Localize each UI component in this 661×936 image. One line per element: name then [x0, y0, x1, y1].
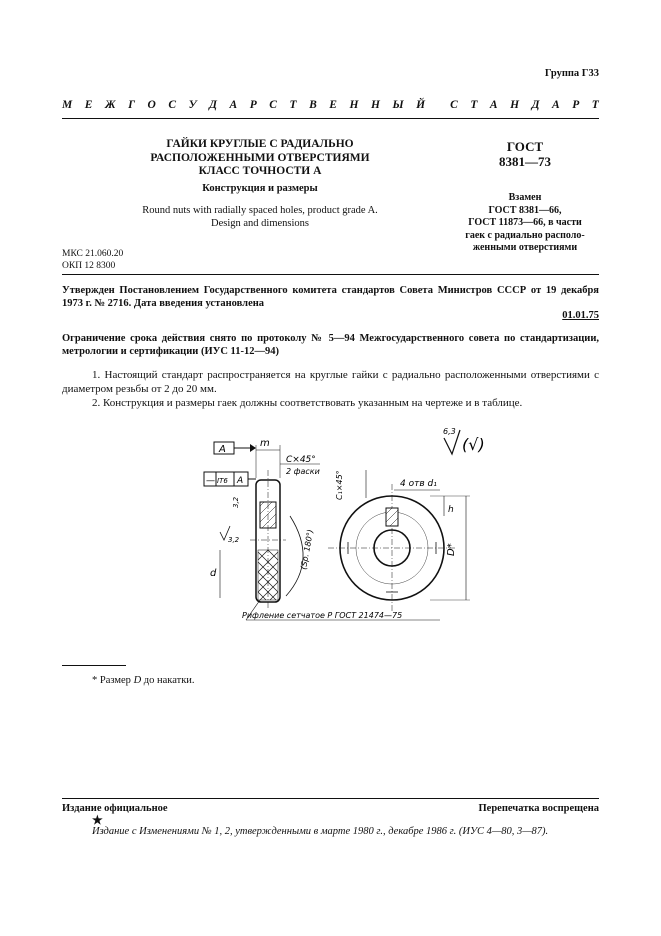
- replaces-line-4: женными отверстиями: [472, 242, 578, 253]
- holes-note: 4 отв d₁: [400, 479, 437, 489]
- roughness-symbol: [443, 427, 485, 454]
- official-edition-label: Издание официальное: [62, 803, 168, 814]
- english-title-line-2: Design and dimensions: [211, 218, 309, 229]
- footnote-variable: D: [133, 675, 142, 686]
- heading-letter: Е: [84, 99, 93, 111]
- dim-d: d: [210, 568, 217, 579]
- heading-letter: М: [62, 99, 73, 111]
- header-divider: [62, 118, 599, 119]
- title-line-2: РАСПОЛОЖЕННЫМИ ОТВЕРСТИЯМИ: [150, 151, 370, 164]
- dim-m: m: [260, 438, 270, 449]
- footnote-prefix: * Размер: [92, 675, 134, 686]
- tolerance-frame: [204, 472, 256, 486]
- replaces-line-1: ГОСТ 8381—66,: [488, 204, 562, 216]
- replaces-line-2: ГОСТ 11873—66, в части: [468, 217, 582, 228]
- chamfer-right-label: C₁×45°: [335, 470, 344, 500]
- group-code: Группа Г33: [544, 68, 599, 79]
- heading-letter: О: [147, 99, 156, 111]
- reprint-prohibited-label: Перепечатка воспрещена: [478, 803, 599, 814]
- roughness-main: 6,3: [443, 427, 456, 436]
- heading-letter: С: [168, 99, 177, 111]
- footnote-divider: [62, 665, 126, 666]
- dim-D: D*: [446, 543, 457, 556]
- heading-letter: Д: [209, 99, 217, 111]
- paragraph-1: 1. Настоящий стандарт распространяется на круглые гайки с радиально расположенными отверстиями с диаметром резьбы от 2 до 20 мм.: [62, 369, 599, 395]
- heading-letter: Ы: [392, 99, 404, 111]
- edition-note: Издание с Изменениями № 1, 2, утвержденными в марте 1980 г., декабре 1986 г. (ИУС 4—80, 3—87).: [92, 826, 549, 837]
- replaces-block: [440, 192, 610, 255]
- heading-letter: Р: [249, 99, 257, 111]
- introduction-date: 01.01.75: [562, 310, 599, 321]
- title-line-1: ГАЙКИ КРУГЛЫЕ С РАДИАЛЬНО: [166, 138, 354, 150]
- classification-codes: [62, 248, 123, 272]
- knurl-note: Рифление сетчатое Р ГОСТ 21474—75: [242, 611, 403, 620]
- nut-technical-drawing: [190, 420, 530, 640]
- heading-letter: А: [489, 99, 498, 111]
- heading-letter: Ж: [104, 99, 116, 111]
- codes-divider: [62, 274, 599, 275]
- limitation-text: Ограничение срока действия снято по протоколу № 5—94 Межгосударственного совета по стандартизации, метрологии и сертификации (ИУС 11-12—94): [62, 333, 599, 357]
- chamfer-note: 2 фаски: [286, 467, 320, 476]
- document-title: [110, 138, 410, 179]
- heading-letter: Д: [531, 99, 540, 111]
- heading-letter: Т: [289, 99, 297, 111]
- heading-letter: Г: [128, 99, 136, 111]
- heading-letter: А: [551, 99, 560, 111]
- dim-h: h: [448, 505, 454, 515]
- roughness-other: (√): [462, 435, 485, 454]
- replaces-line-3: гаек с радиально располо-: [465, 229, 585, 241]
- dim-sp: (Sp. 180°): [299, 528, 316, 571]
- tolerance-value: IT6: [217, 477, 228, 485]
- english-title-line-1: Round nuts with radially spaced holes, product grade A.: [142, 205, 378, 216]
- paragraph-2: 2. Конструкция и размеры гаек должны соответствовать указанным на чертеже и в таблице.: [92, 397, 523, 409]
- standard-type-heading: [62, 99, 599, 111]
- tolerance-symbol: —: [206, 476, 215, 486]
- replaces-label: Взамен: [508, 192, 542, 203]
- heading-letter: А: [229, 99, 238, 111]
- roughness-side: 3,2: [232, 496, 240, 508]
- title-line-3: КЛАСС ТОЧНОСТИ А: [198, 165, 322, 177]
- heading-letter: Т: [591, 99, 599, 111]
- approval-text: Утвержден Постановлением Государственного комитета стандартов Совета Министров СССР от 19 декабря 1973 г. № 2716. Дата введения установлена: [62, 285, 599, 309]
- heading-letter: С: [269, 99, 277, 111]
- star-icon: ★: [92, 813, 103, 827]
- heading-letter: Н: [349, 99, 359, 111]
- front-view: [328, 470, 470, 612]
- chamfer-label: C×45°: [286, 455, 316, 465]
- gost-number-block: [470, 139, 580, 169]
- heading-letter: Р: [572, 99, 580, 111]
- heading-letter: С: [450, 99, 458, 111]
- datum-frame: [214, 442, 256, 455]
- heading-letter: Е: [329, 99, 337, 111]
- footnote-suffix: до накатки.: [141, 675, 195, 686]
- mks-code: МКС 21.060.20: [62, 249, 124, 259]
- footer-divider: [62, 798, 599, 799]
- heading-letter: Й: [416, 99, 426, 111]
- gost-label: ГОСТ: [506, 139, 544, 154]
- datum-label: A: [219, 444, 226, 455]
- roughness-left: 3,2: [228, 536, 240, 544]
- tolerance-datum: A: [237, 476, 244, 486]
- footnote: [92, 675, 195, 686]
- heading-letter: Т: [470, 99, 478, 111]
- heading-letter: Н: [370, 99, 380, 111]
- english-title: [110, 204, 410, 230]
- document-subtitle: Конструкция и размеры: [202, 183, 318, 194]
- heading-letter: Н: [510, 99, 520, 111]
- heading-letter: В: [309, 99, 317, 111]
- heading-letter: У: [188, 99, 197, 111]
- okp-code: ОКП 12 8300: [62, 261, 116, 271]
- gost-number: 8381—73: [499, 154, 551, 169]
